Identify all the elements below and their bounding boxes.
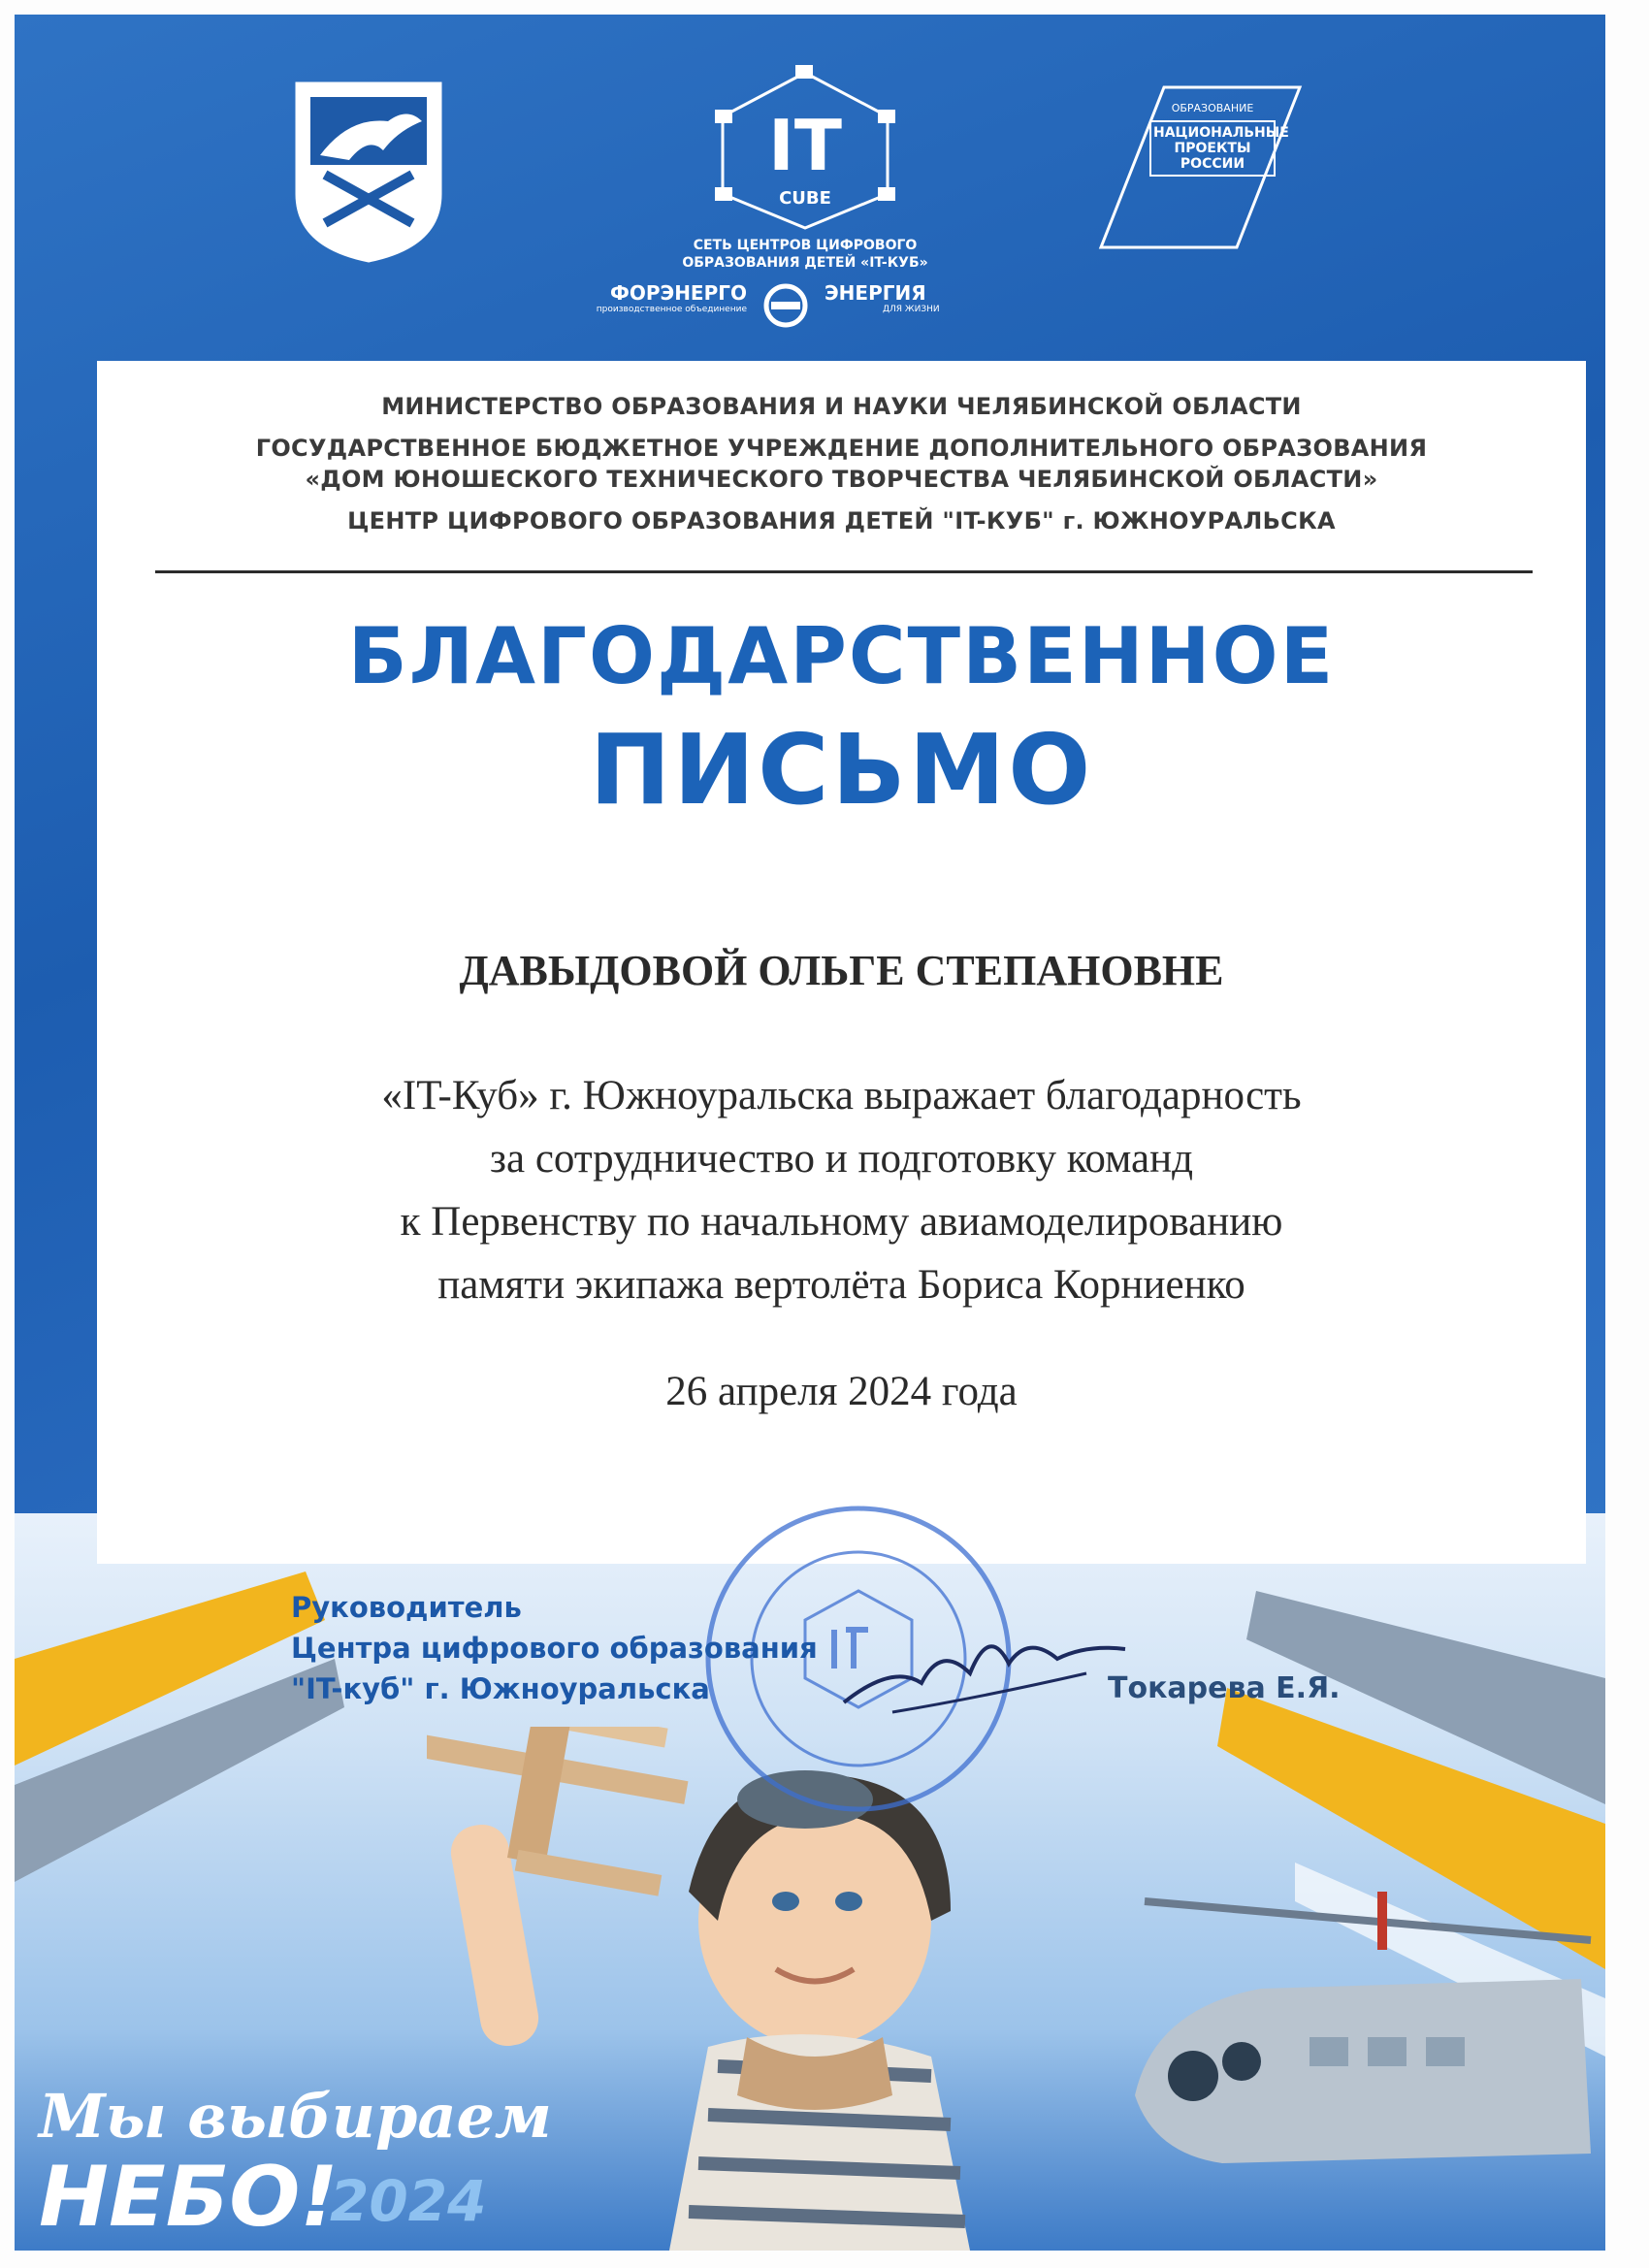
org-line-1: МИНИСТЕРСТВО ОБРАЗОВАНИЯ И НАУКИ ЧЕЛЯБИНСКОЙ ОБЛАСТИ	[381, 393, 1302, 420]
it-cube-logo	[679, 63, 931, 286]
forenergo-right-text: ЭНЕРГИЯ	[824, 281, 926, 305]
it-cube-logo-text: IT	[768, 105, 842, 186]
it-cube-caption-1: СЕТЬ ЦЕНТРОВ ЦИФРОВОГО	[693, 238, 918, 253]
forenergo-left-sub: производственное объединение	[596, 305, 747, 314]
national-projects-line-2: ПРОЕКТЫ	[1174, 141, 1251, 156]
body-line-3: к Первенству по начальному авиамоделированию	[400, 1199, 1283, 1245]
org-line-3: «ДОМ ЮНОШЕСКОГО ТЕХНИЧЕСКОГО ТВОРЧЕСТВА ЧЕЛЯБИНСКОЙ ОБЛАСТИ»	[305, 466, 1378, 493]
national-projects-line-1: НАЦИОНАЛЬНЫЕ	[1153, 125, 1289, 141]
org-line-4: ЦЕНТР ЦИФРОВОГО ОБРАЗОВАНИЯ ДЕТЕЙ "IT-КУБ" г. ЮЖНОУРАЛЬСКА	[347, 507, 1336, 535]
header-divider	[155, 570, 1533, 573]
slogan-year: 2024	[330, 2168, 487, 2234]
helicopter-illustration	[1116, 1872, 1600, 2241]
letter-title-line-1: БЛАГОДАРСТВЕННОЕ	[347, 611, 1336, 701]
letter-date: 26 апреля 2024 года	[665, 1369, 1018, 1414]
it-cube-caption-2: ОБРАЗОВАНИЯ ДЕТЕЙ «IT-КУБ»	[682, 255, 928, 271]
body-line-2: за сотрудничество и подготовку команд	[490, 1136, 1193, 1182]
national-projects-line-3: РОССИИ	[1180, 156, 1245, 172]
national-projects-logo	[1096, 82, 1305, 252]
slogan-line-2: НЕБО!	[39, 2149, 339, 2246]
slogan-line-1: Мы выбираем	[39, 2081, 552, 2152]
city-coat-of-arms-logo	[291, 78, 446, 267]
forenergo-right-sub: ДЛЯ ЖИЗНИ	[883, 305, 940, 314]
national-projects-top: ОБРАЗОВАНИЕ	[1171, 102, 1254, 114]
it-cube-logo-sub: CUBE	[779, 188, 831, 209]
signatory-name: Токарева Е.Я.	[1108, 1671, 1341, 1705]
signatory-title-line-2: Центра цифрового образования	[291, 1632, 818, 1665]
org-line-2: ГОСУДАРСТВЕННОЕ БЮДЖЕТНОЕ УЧРЕЖДЕНИЕ ДОПОЛНИТЕЛЬНОГО ОБРАЗОВАНИЯ	[255, 435, 1428, 462]
body-line-1: «IT-Куб» г. Южноуральска выражает благодарность	[381, 1073, 1302, 1118]
letter-title-line-2: ПИСЬМО	[589, 713, 1094, 826]
forenergo-left-text: ФОРЭНЕРГО	[610, 281, 747, 305]
signatory-title-line-3: "IT-куб" г. Южноуральска	[291, 1672, 710, 1705]
body-line-4: памяти экипажа вертолёта Бориса Корниенко	[437, 1262, 1245, 1308]
recipient-name: ДАВЫДОВОЙ ОЛЬГЕ СТЕПАНОВНЕ	[459, 947, 1224, 994]
forenergo-logo	[582, 281, 989, 340]
forenergo-emblem-icon	[757, 281, 815, 330]
handwritten-signature	[834, 1605, 1145, 1732]
it-cube-emblem	[679, 63, 931, 233]
signatory-title-line-1: Руководитель	[291, 1591, 522, 1624]
